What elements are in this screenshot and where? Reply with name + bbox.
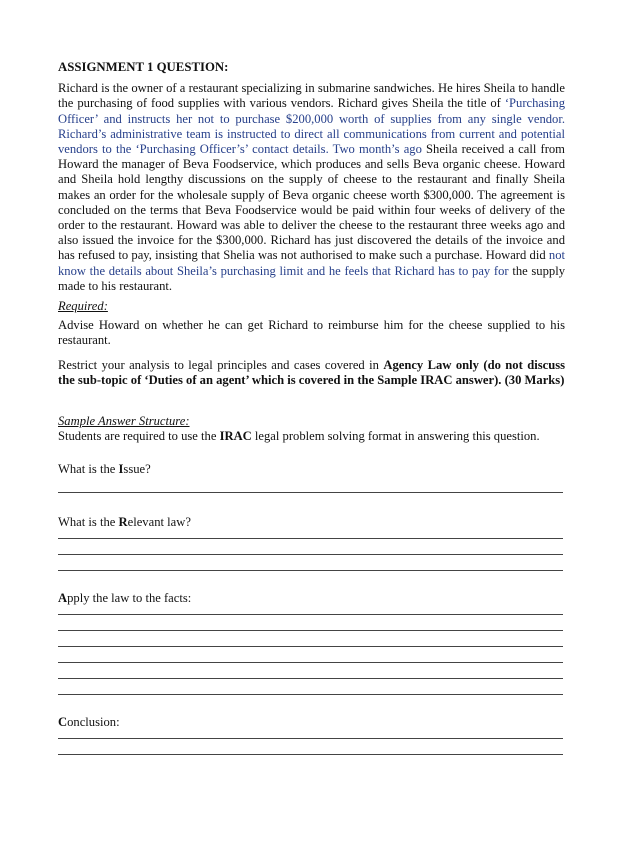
required-label: Required:	[58, 299, 108, 314]
scenario-segment: ‘Purchasing Officer’ and instructs her not to purchase $200,000 worth of supplies from any single vendor. Richard’s administrative team is instructed to direct all communications from current and potential vendors to the ‘Purchasing Officer’s’ contact details. Two month’s ago	[58, 96, 565, 157]
issue-bold: I	[118, 462, 124, 477]
law-question	[58, 515, 565, 530]
irac-instruction-pre: Students are required to use the	[58, 429, 220, 444]
restrict-paragraph	[58, 358, 565, 388]
law-bold: R	[118, 514, 128, 529]
irac-instruction-post: legal problem solving format in answering this question.	[251, 429, 540, 444]
advise-paragraph: Advise Howard on whether he can get Richard to reimburse him for the cheese supplied to his restaurant.	[58, 318, 565, 348]
apply-question	[58, 591, 565, 606]
irac-instruction	[58, 429, 565, 444]
issue-pre: What is the	[58, 462, 119, 477]
conclusion-bold: C	[58, 715, 68, 730]
restrict-text: Restrict your analysis to legal principles and cases covered in	[58, 357, 384, 372]
conclusion-post: onclusion:	[67, 715, 120, 730]
issue-post: ssue?	[123, 462, 151, 477]
scenario-segment: Sheila received a call from Howard the manager of Beva Foodservice, which produces and sells Beva organic cheese. Howard and Sheila hold lengthy discussions on the supply of cheese to the restaurant and finally Sheila makes an order for the wholesale supply of Beva organic cheese worth $300,000. The agreement is concluded on the terms that Beva Foodservice would be paid within four weeks of delivery of the order to the restaurant. Howard was able to deliver the cheese to the restaurant three weeks ago and also issued the invoice for the $300,000. Richard has just discovered the details of the invoice and has refused to pay, insisting that Shelia was not authorised to make such a purchase. Howard did	[58, 142, 565, 263]
structure-label: Sample Answer Structure:	[58, 414, 190, 429]
apply-bold: A	[58, 590, 68, 605]
scenario-segment: Richard is the owner of a restaurant specializing in submarine sandwiches. He hires Sheila to handle the purchasing of food supplies with various vendors. Richard gives Sheila the title of	[58, 81, 565, 111]
law-pre: What is the	[58, 514, 119, 529]
scenario-segment: not know the details about Sheila’s purchasing limit and he feels that Richard has to pay for	[58, 248, 565, 278]
law-post: elevant law?	[127, 514, 191, 529]
assignment-heading: ASSIGNMENT 1 QUESTION:	[58, 60, 229, 74]
conclusion-question	[58, 715, 565, 730]
document-content	[58, 52, 565, 755]
apply-post: pply the law to the facts:	[67, 590, 192, 605]
scenario-segment: the supply made to his restaurant.	[58, 263, 565, 293]
scenario-paragraph	[58, 81, 565, 294]
irac-keyword: IRAC	[219, 429, 252, 444]
conclusion-answer-line[interactable]	[58, 754, 563, 755]
issue-question	[58, 462, 565, 477]
restrict-bold-text: Agency Law only (do not discuss the sub-topic of ‘Duties of an agent’ which is covered in the Sample IRAC answer). (30 Marks)	[58, 357, 566, 387]
